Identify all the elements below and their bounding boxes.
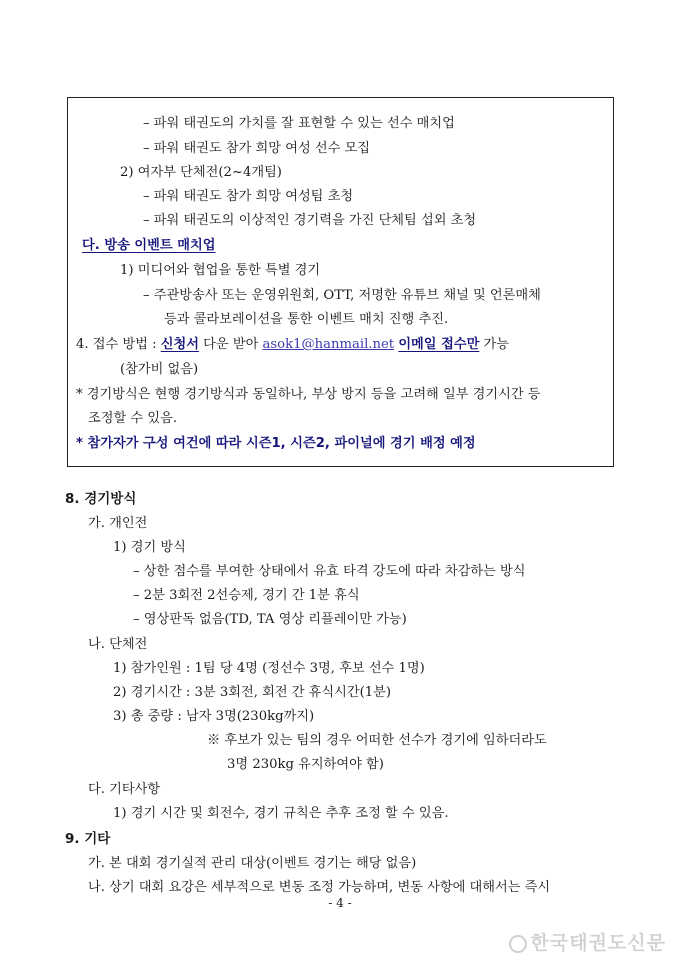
box-line-fee: (참가비 없음) bbox=[120, 362, 199, 377]
section-9-title: 9. 기타 bbox=[65, 831, 111, 847]
s8-c1: 1) 경기 시간 및 회전수, 경기 규칙은 추후 조정 할 수 있음. bbox=[113, 806, 449, 821]
s9-a: 가. 본 대회 경기실적 관리 대상(이벤트 경기는 해당 없음) bbox=[88, 856, 417, 871]
watermark bbox=[509, 928, 666, 955]
s8-a1: 1) 경기 방식 bbox=[113, 540, 186, 555]
s9-b: 나. 상기 대회 요강은 세부적으로 변동 조정 가능하며, 변동 사항에 대해서는 즉시 bbox=[88, 880, 551, 895]
s8-a1-ii: – 2분 3회전 2선승제, 경기 간 1분 휴식 bbox=[133, 588, 360, 603]
box-line-5: – 파워 태권도의 이상적인 경기력을 가진 단체팀 섭외 초청 bbox=[143, 213, 477, 228]
s8-individual: 가. 개인전 bbox=[88, 516, 148, 531]
apply-mid: 다운 받아 bbox=[198, 337, 263, 352]
s8-a1-iii: – 영상판독 없음(TD, TA 영상 리플레이만 가능) bbox=[133, 612, 407, 627]
box-line-7: 1) 미디어와 협업을 통한 특별 경기 bbox=[120, 263, 321, 278]
box-line-9: 등과 콜라보레이션을 통한 이벤트 매치 진행 추진. bbox=[164, 312, 449, 327]
box-line-4: – 파워 태권도 참가 희망 여성팀 초청 bbox=[143, 189, 354, 204]
s8-b3: 3) 총 중량 : 남자 3명(230kg까지) bbox=[113, 709, 315, 724]
apply-email-only: 이메일 접수만 bbox=[398, 337, 480, 352]
s8-team: 나. 단체전 bbox=[88, 637, 148, 652]
box-note-1: * 경기방식은 현행 경기방식과 동일하나, 부상 방지 등을 고려해 일부 경기시간 등 bbox=[76, 387, 541, 402]
s8-b1: 1) 참가인원 : 1팀 당 4명 (정선수 3명, 후보 선수 1명) bbox=[113, 661, 425, 676]
watermark-text: 한국태권도신문 bbox=[530, 932, 666, 954]
email-link[interactable]: asok1@hanmail.net bbox=[262, 337, 395, 352]
box-line-8: – 주관방송사 또는 운영위원회, OTT, 저명한 유튜브 채널 및 언론매체 bbox=[143, 288, 541, 303]
box-line-3: 2) 여자부 단체전(2~4개팀) bbox=[120, 165, 282, 180]
watermark-logo-icon bbox=[509, 935, 527, 953]
box-note-2: * 참가자가 구성 여건에 따라 시즌1, 시즌2, 파이널에 경기 배정 예정 bbox=[76, 436, 476, 451]
section-8-title: 8. 경기방식 bbox=[65, 491, 137, 507]
s8-b3-note-1: ※ 후보가 있는 팀의 경우 어떠한 선수가 경기에 임하더라도 bbox=[207, 733, 547, 748]
apply-end: 가능 bbox=[479, 337, 510, 352]
page-number: - 4 - bbox=[328, 896, 352, 910]
box-note-1-cont: 조정할 수 있음. bbox=[88, 411, 178, 426]
s8-misc: 다. 기타사항 bbox=[88, 782, 161, 797]
box-subheading-broadcast: 다. 방송 이벤트 매치업 bbox=[82, 238, 216, 253]
s8-b3-note-2: 3명 230kg 유지하여야 함) bbox=[227, 757, 384, 772]
s8-a1-i: – 상한 점수를 부여한 상태에서 유효 타격 강도에 따라 차감하는 방식 bbox=[133, 564, 526, 579]
box-line-apply bbox=[76, 336, 509, 354]
box-line-2: – 파워 태권도 참가 희망 여성 선수 모집 bbox=[143, 141, 371, 156]
apply-form: 신청서 bbox=[160, 337, 199, 352]
box-line-1: – 파워 태권도의 가치를 잘 표현할 수 있는 선수 매치업 bbox=[143, 116, 455, 131]
s8-b2: 2) 경기시간 : 3분 3회전, 회전 간 휴식시간(1분) bbox=[113, 685, 392, 700]
apply-label: 4. 접수 방법 : bbox=[76, 337, 161, 352]
